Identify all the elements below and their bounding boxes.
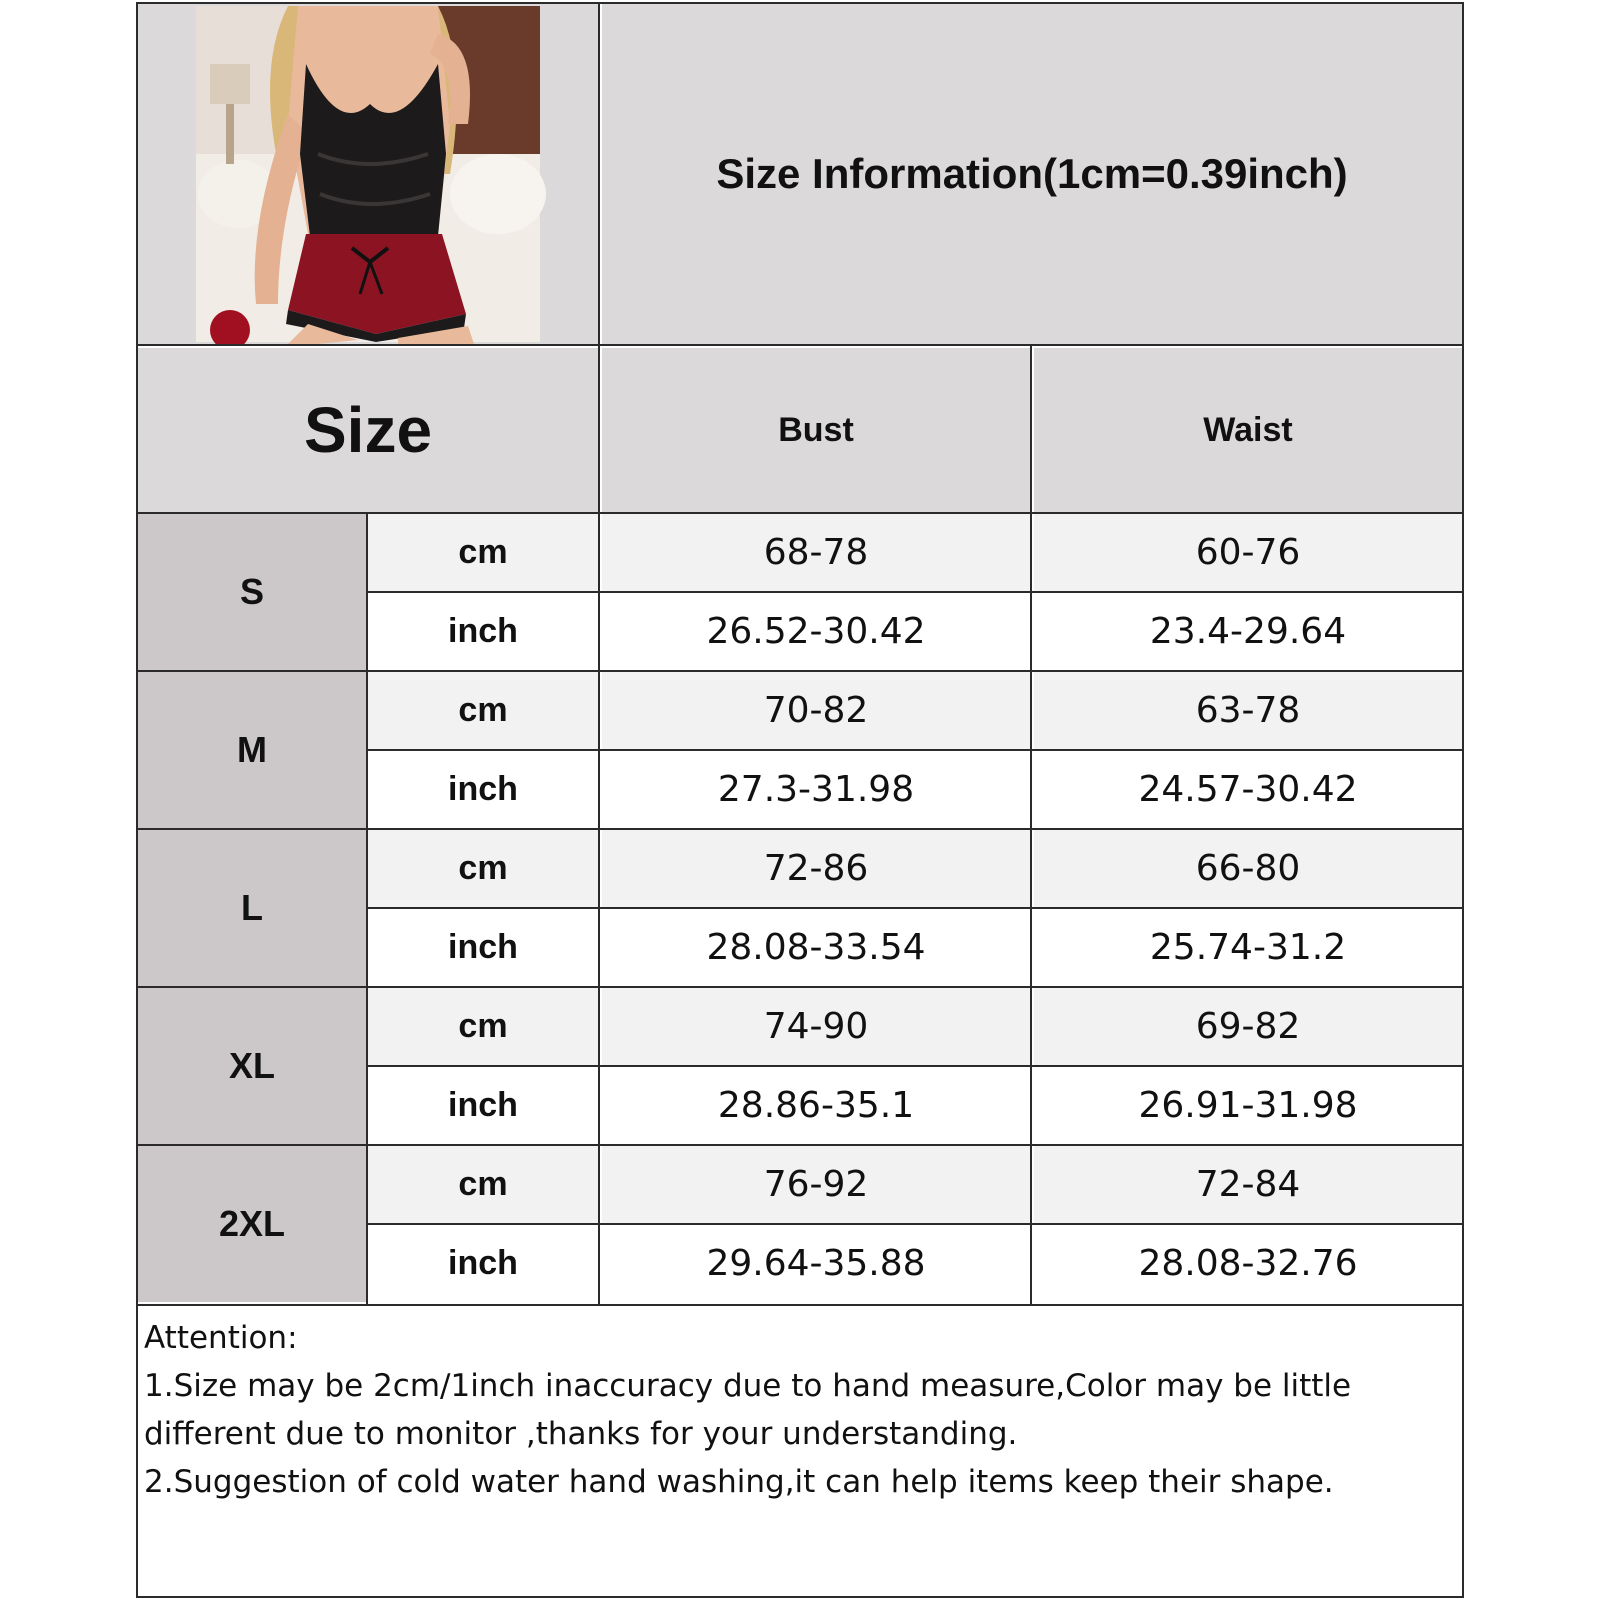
waist-inch-cell: 24.57-30.42	[1034, 751, 1462, 828]
page-title: Size Information(1cm=0.39inch)	[716, 150, 1348, 197]
waist-cm-cell: 60-76	[1034, 514, 1462, 591]
unit-label-inch: inch	[368, 909, 598, 986]
bust-inch-cell: 27.3-31.98	[602, 751, 1030, 828]
unit-label-inch: inch	[368, 1225, 598, 1302]
size-label: M	[138, 672, 366, 828]
waist-inch-cell: 25.74-31.2	[1034, 909, 1462, 986]
divider	[366, 591, 1464, 593]
divider	[366, 907, 1464, 909]
size-label: S	[138, 514, 366, 670]
waist-inch-cell: 28.08-32.76	[1034, 1225, 1462, 1302]
bust-inch-cell: 28.08-33.54	[602, 909, 1030, 986]
bust-inch-cell: 29.64-35.88	[602, 1225, 1030, 1302]
unit-label-cm: cm	[368, 514, 598, 591]
unit-label-cm: cm	[368, 830, 598, 907]
bust-inch-cell: 28.86-35.1	[602, 1067, 1030, 1144]
divider	[136, 1144, 1464, 1146]
attention-line: different due to monitor ,thanks for your understanding.	[144, 1416, 1018, 1452]
divider	[136, 512, 1464, 514]
waist-cm-cell: 69-82	[1034, 988, 1462, 1065]
waist-cm-cell: 63-78	[1034, 672, 1462, 749]
divider	[136, 828, 1464, 830]
attention-heading: Attention:	[144, 1320, 298, 1356]
size-column-header: Size	[138, 348, 598, 512]
size-info-title-cell	[602, 4, 1462, 344]
bust-cm-cell: 68-78	[602, 514, 1030, 591]
bust-cm-cell: 72-86	[602, 830, 1030, 907]
bust-cm-cell: 76-92	[602, 1146, 1030, 1223]
waist-cm-cell: 72-84	[1034, 1146, 1462, 1223]
divider	[598, 2, 600, 1304]
bust-column-header: Bust	[602, 348, 1030, 512]
bust-cm-cell: 70-82	[602, 672, 1030, 749]
divider	[366, 749, 1464, 751]
divider	[366, 1065, 1464, 1067]
waist-inch-cell: 23.4-29.64	[1034, 593, 1462, 670]
bust-cm-cell: 74-90	[602, 988, 1030, 1065]
attention-line: 1.Size may be 2cm/1inch inaccuracy due to hand measure,Color may be little	[144, 1368, 1352, 1404]
divider	[136, 670, 1464, 672]
unit-label-inch: inch	[368, 1067, 598, 1144]
unit-label-cm: cm	[368, 1146, 598, 1223]
attention-notes	[138, 1306, 1462, 1596]
unit-label-cm: cm	[368, 988, 598, 1065]
waist-column-header: Waist	[1034, 348, 1462, 512]
divider	[136, 986, 1464, 988]
divider	[1030, 344, 1032, 1304]
unit-label-inch: inch	[368, 593, 598, 670]
product-photo	[138, 4, 598, 344]
size-label: 2XL	[138, 1146, 366, 1302]
unit-label-cm: cm	[368, 672, 598, 749]
waist-cm-cell: 66-80	[1034, 830, 1462, 907]
divider	[136, 344, 1464, 346]
waist-inch-cell: 26.91-31.98	[1034, 1067, 1462, 1144]
attention-line: 2.Suggestion of cold water hand washing,it can help items keep their shape.	[144, 1464, 1334, 1500]
unit-label-inch: inch	[368, 751, 598, 828]
size-label: XL	[138, 988, 366, 1144]
divider	[366, 1223, 1464, 1225]
size-label: L	[138, 830, 366, 986]
bust-inch-cell: 26.52-30.42	[602, 593, 1030, 670]
product-photo-cell	[138, 4, 598, 344]
